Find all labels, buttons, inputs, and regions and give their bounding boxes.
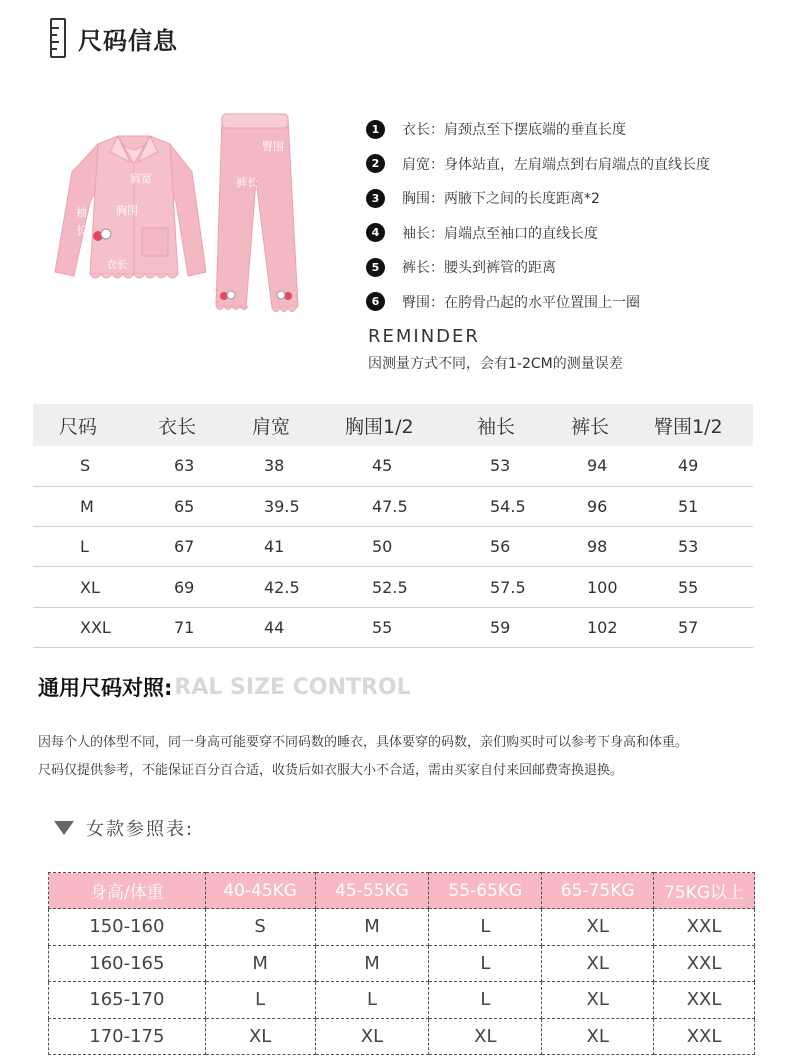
table-row (33, 446, 753, 486)
table-row (49, 909, 755, 946)
table-cell: 41 (252, 527, 345, 567)
table-cell: 170-175 (49, 1018, 206, 1055)
measurement-item (366, 216, 786, 251)
table-cell: XXL (654, 1018, 755, 1055)
section-header (50, 18, 178, 58)
column-header: 肩宽 (252, 404, 345, 446)
table-cell: 102 (571, 607, 654, 647)
table-cell: XL (33, 567, 158, 607)
reminder-title: REMINDER (368, 326, 480, 347)
table-cell: 39.5 (252, 486, 345, 526)
reference-table (48, 872, 755, 1055)
table-cell: 57.5 (477, 567, 571, 607)
label-pants-length: 裤长 (236, 177, 258, 189)
table-cell: 55 (654, 567, 753, 607)
label-shoulder: 肩宽 (130, 173, 152, 185)
table-row (33, 607, 753, 647)
label-sleeve-a: 袖 (76, 207, 87, 219)
column-header: 衣长 (158, 404, 252, 446)
label-sleeve-b: 长 (76, 225, 87, 237)
table-cell: 47.5 (345, 486, 477, 526)
number-badge: 2 (366, 154, 385, 173)
column-header: 45-55KG (315, 873, 429, 909)
table-cell: 96 (571, 486, 654, 526)
table-cell: XXL (33, 607, 158, 647)
table-cell: 51 (654, 486, 753, 526)
measurement-list (366, 112, 786, 319)
table-cell: 94 (571, 446, 654, 486)
table-cell: 53 (654, 527, 753, 567)
size-table (33, 404, 753, 648)
table-cell: L (429, 909, 542, 946)
measurement-text: 裤长：腰头到裤管的距离 (402, 260, 556, 277)
column-header: 75KG以上 (654, 873, 755, 909)
column-header: 胸围1/2 (345, 404, 477, 446)
page-title: 尺码信息 (78, 26, 178, 55)
column-header: 55-65KG (429, 873, 542, 909)
column-header: 臀围1/2 (654, 404, 753, 446)
table-cell: S (33, 446, 158, 486)
table-cell: 150-160 (49, 909, 206, 946)
table-cell: 55 (345, 607, 477, 647)
table-cell: 56 (477, 527, 571, 567)
table-cell: XL (542, 1018, 654, 1055)
table-cell: XL (542, 945, 654, 982)
number-badge: 1 (366, 120, 385, 139)
table-row (49, 945, 755, 982)
table-cell: 54.5 (477, 486, 571, 526)
table-cell: XL (542, 909, 654, 946)
reference-label: 女款参照表: (86, 819, 195, 840)
table-cell: 44 (252, 607, 345, 647)
table-cell: 49 (654, 446, 753, 486)
table-cell: XXL (654, 945, 755, 982)
measurement-item (366, 147, 786, 182)
table-cell: 53 (477, 446, 571, 486)
table-cell: XL (205, 1018, 315, 1055)
table-cell: XL (429, 1018, 542, 1055)
table-cell: L (33, 527, 158, 567)
reference-table-header (49, 873, 755, 909)
column-header: 40-45KG (205, 873, 315, 909)
table-row (49, 1018, 755, 1055)
table-cell: 165-170 (49, 982, 206, 1019)
column-header: 尺码 (33, 404, 158, 446)
triangle-down-icon (54, 821, 74, 835)
measurement-text: 臀围：在胯骨凸起的水平位置围上一圈 (402, 294, 640, 311)
number-badge: 6 (366, 292, 385, 311)
measurement-item (366, 181, 786, 216)
ruler-icon (50, 18, 66, 58)
general-size-title (38, 671, 411, 703)
general-paragraph: 因每个人的体型不同，同一身高可能要穿不同码数的睡衣，具体要穿的码数，亲们购买时可以参考下身高和体重。 (38, 735, 689, 750)
table-cell: 71 (158, 607, 252, 647)
table-cell: L (315, 982, 429, 1019)
measurement-item (366, 112, 786, 147)
label-hip: 臀围 (262, 141, 284, 153)
table-cell: 52.5 (345, 567, 477, 607)
table-cell: M (205, 945, 315, 982)
table-cell: 160-165 (49, 945, 206, 982)
table-cell: L (429, 982, 542, 1019)
table-cell: 67 (158, 527, 252, 567)
table-cell: 57 (654, 607, 753, 647)
table-cell: S (205, 909, 315, 946)
measurement-text: 胸围：两腋下之间的长度距离*2 (402, 191, 600, 208)
table-cell: XXL (654, 909, 755, 946)
column-header: 袖长 (477, 404, 571, 446)
table-cell: 63 (158, 446, 252, 486)
label-chest: 胸围 (116, 205, 138, 217)
size-table-header (33, 404, 753, 446)
table-row (49, 982, 755, 1019)
pajama-illustration (50, 110, 320, 325)
measurement-text: 衣长：肩颈点至下摆底端的垂直长度 (402, 122, 626, 139)
table-row (33, 567, 753, 607)
table-row (33, 486, 753, 526)
table-cell: 45 (345, 446, 477, 486)
table-cell: M (315, 909, 429, 946)
table-cell: L (205, 982, 315, 1019)
measurement-text: 肩宽：身体站直，左肩端点到右肩端点的直线长度 (402, 156, 710, 173)
measurement-item (366, 250, 786, 285)
table-cell: 69 (158, 567, 252, 607)
table-cell: M (33, 486, 158, 526)
column-header: 裤长 (571, 404, 654, 446)
reference-title (54, 815, 194, 841)
column-header: 65-75KG (542, 873, 654, 909)
table-cell: XL (542, 982, 654, 1019)
table-cell: 59 (477, 607, 571, 647)
column-header: 身高/体重 (49, 873, 206, 909)
number-badge: 4 (366, 223, 385, 242)
table-cell: 42.5 (252, 567, 345, 607)
general-title-en: RAL SIZE CONTROL (174, 674, 411, 700)
table-cell: M (315, 945, 429, 982)
general-title-cn: 通用尺码对照: (38, 676, 173, 700)
general-paragraph: 尺码仅提供参考，不能保证百分百合适，收货后如衣服大小不合适，需由买家自付来回邮费寄换退换。 (38, 763, 624, 778)
measurement-item (366, 285, 786, 320)
measurement-text: 袖长：肩端点至袖口的直线长度 (402, 225, 598, 242)
number-badge: 3 (366, 189, 385, 208)
table-cell: 65 (158, 486, 252, 526)
pajama-drawing (50, 110, 320, 325)
table-cell: 98 (571, 527, 654, 567)
table-cell: L (429, 945, 542, 982)
reminder-text: 因测量方式不同，会有1-2CM的测量误差 (368, 356, 623, 372)
table-cell: XXL (654, 982, 755, 1019)
number-badge: 5 (366, 258, 385, 277)
label-top-length: 衣长 (106, 259, 128, 271)
table-cell: 38 (252, 446, 345, 486)
table-cell: XL (315, 1018, 429, 1055)
table-row (33, 527, 753, 567)
table-cell: 100 (571, 567, 654, 607)
table-cell: 50 (345, 527, 477, 567)
